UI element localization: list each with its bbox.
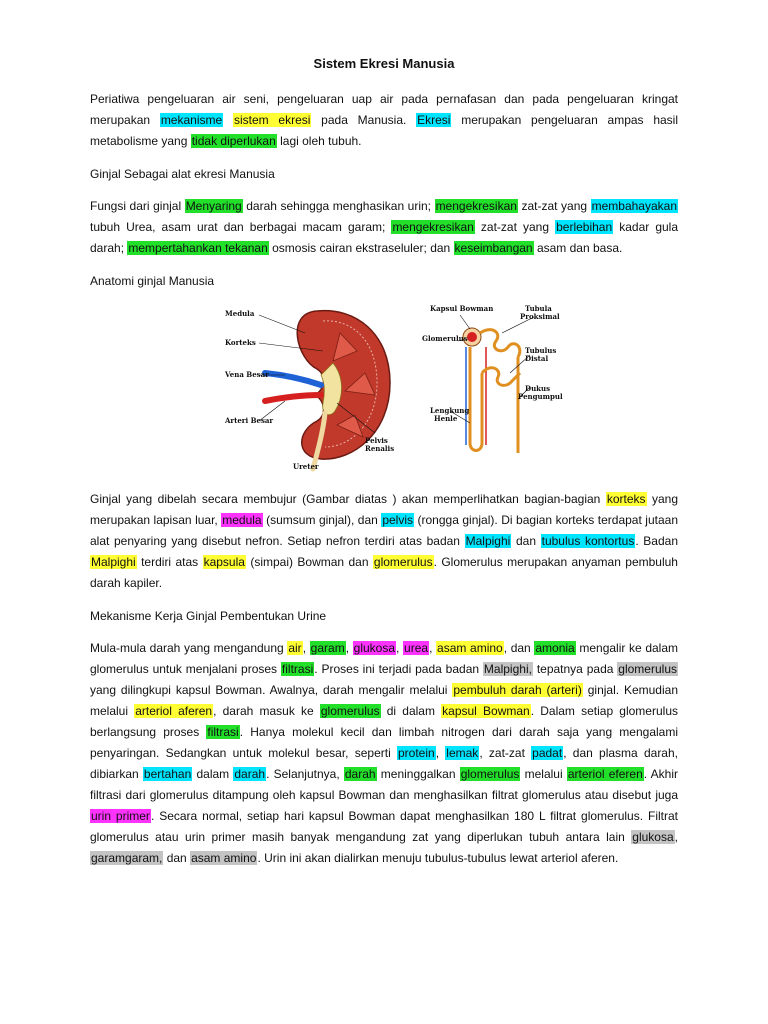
highlighted-term: lemak <box>446 746 479 760</box>
heading-anatomi: Anatomi ginjal Manusia <box>90 274 215 288</box>
text-segment: asam dan basa. <box>533 241 623 255</box>
text-segment: Ginjal yang dibelah secara membujur (Gambar diatas ) akan memperlihatkan bagian-bagian <box>90 492 606 506</box>
paragraph-intro <box>90 89 678 152</box>
highlighted-term: garamgaram, <box>91 851 163 865</box>
text-segment: di dalam <box>380 704 442 718</box>
label-renalis: Renalis <box>365 444 395 453</box>
label-henle-2: Henle <box>434 414 458 423</box>
highlighted-term: air <box>288 641 302 655</box>
label-medula: Medula <box>225 309 255 318</box>
paragraph-anatomi <box>90 489 678 594</box>
highlighted-term: keseimbangan <box>454 241 533 255</box>
text-segment: (sumsum ginjal), dan <box>262 513 382 527</box>
highlighted-term: urin primer <box>91 809 150 823</box>
highlighted-term: arteriol eferen <box>567 767 643 781</box>
text-segment: , dan <box>503 641 535 655</box>
label-tubulus-distal-1: Tubulus <box>525 346 557 355</box>
highlighted-term: filtrasi <box>281 662 314 676</box>
heading-ginjal-fungsi: Ginjal Sebagai alat ekresi Manusia <box>90 167 275 181</box>
highlighted-term: mengekresikan <box>392 220 474 234</box>
text-segment: , zat-zat <box>479 746 532 760</box>
paragraph-fungsi-ginjal <box>90 196 678 259</box>
text-segment: , <box>429 641 437 655</box>
text-segment: terdiri atas <box>136 555 203 569</box>
highlighted-term: bertahan <box>143 767 192 781</box>
highlighted-term: glukosa <box>632 830 674 844</box>
text-segment: , darah masuk ke <box>213 704 320 718</box>
text-segment: meninggalkan <box>376 767 460 781</box>
text-segment: zat-zat yang <box>517 199 591 213</box>
text-segment: , <box>302 641 310 655</box>
highlighted-term: garam <box>310 641 345 655</box>
highlighted-term: Malpighi <box>91 555 136 569</box>
text-segment: yang merupakan lapisan luar, <box>90 492 678 527</box>
text-segment: . Proses ini terjadi pada badan <box>314 662 483 676</box>
highlighted-term: darah <box>344 767 376 781</box>
text-segment: ginjal. Kemudian melalui <box>90 683 678 718</box>
highlighted-term: darah <box>234 767 266 781</box>
label-proksimal: Proksimal <box>520 312 560 321</box>
highlighted-term: Ekresi <box>417 113 451 127</box>
text-segment: lagi oleh tubuh. <box>276 134 362 148</box>
text-segment: Mula-mula darah yang mengandung <box>90 641 288 655</box>
highlighted-term: glomerulus <box>320 704 380 718</box>
highlighted-term: protein <box>398 746 435 760</box>
paragraph-mekanisme <box>90 638 678 869</box>
highlighted-term: urea <box>404 641 429 655</box>
label-tubulus-distal-2: Distal <box>525 354 549 363</box>
text-segment: kadar gula darah; <box>90 220 679 255</box>
label-dukus-1: Dukus <box>525 384 551 393</box>
text-segment: Fungsi dari ginjal <box>90 199 185 213</box>
highlighted-term: berlebihan <box>556 220 613 234</box>
text-segment <box>223 113 233 127</box>
highlighted-term: padat <box>532 746 563 760</box>
label-kapsul-bowman: Kapsul Bowman <box>430 304 494 313</box>
highlighted-term: kapsul Bowman <box>442 704 530 718</box>
text-segment: yang dilingkupi kapsul Bowman. Awalnya, darah mengalir melalui <box>90 683 453 697</box>
text-segment: . Badan <box>635 534 678 548</box>
text-segment: melalui <box>520 767 567 781</box>
text-segment: (simpai) Bowman dan <box>245 555 373 569</box>
text-segment: pada Manusia. <box>311 113 417 127</box>
highlighted-term: filtrasi <box>207 725 239 739</box>
text-segment: tepatnya pada <box>532 662 618 676</box>
label-ureter: Ureter <box>293 462 319 471</box>
label-henle-1: Lengkung <box>430 406 470 415</box>
highlighted-term: mempertahankan tekanan <box>128 241 268 255</box>
text-segment: dalam <box>192 767 234 781</box>
text-segment: , dan plasma darah, dibiarkan <box>90 746 678 781</box>
text-segment: , <box>674 830 678 844</box>
highlighted-term: glomerulus <box>373 555 433 569</box>
text-segment: . Urin ini akan dialirkan menuju tubulus-tubulus lewat arteriol aferen. <box>257 851 619 865</box>
text-segment: , <box>435 746 446 760</box>
label-tubula: Tubula <box>525 304 552 313</box>
highlighted-term: Malpighi, <box>483 662 532 676</box>
text-segment: . Hanya molekul kecil dan limbah nitrogen dari darah saja yang mengalami penyaringan. Sedangkan untuk molekul besar, seperti <box>90 725 678 760</box>
label-glomerulus: Glomerulus <box>422 334 468 343</box>
highlighted-term: pelvis <box>382 513 414 527</box>
highlighted-term: tidak diperlukan <box>191 134 276 148</box>
document-title: Sistem Ekresi Manusia <box>313 56 455 71</box>
highlighted-term: glukosa <box>353 641 396 655</box>
text-segment: . Glomerulus merupakan anyaman pembuluh darah kapiler. <box>90 555 678 590</box>
highlighted-term: amonia <box>535 641 575 655</box>
kidney-anatomy-figure <box>225 303 563 471</box>
label-pelvis: Pelvis <box>365 436 388 445</box>
highlighted-term: mengekresikan <box>435 199 517 213</box>
text-segment: (rongga ginjal). Di bagian korteks terdapat jutaan alat penyaring yang disebut nefron. Setiap nefron terdiri atas badan <box>90 513 679 548</box>
text-segment: . Akhir filtrasi dari glomerulus ditampung oleh kapsul Bowman dan menghasilkan filtrat glomerulus atau disebut juga <box>90 767 678 802</box>
text-segment: dan <box>511 534 541 548</box>
highlighted-term: glomerulus <box>460 767 520 781</box>
highlighted-term: sistem ekresi <box>233 113 311 127</box>
text-segment: . Selanjutnya, <box>266 767 344 781</box>
text-segment: osmosis cairan ekstraseluler; dan <box>268 241 454 255</box>
label-vena-besar: Vena Besar <box>225 370 269 379</box>
text-segment: merupakan pengeluaran ampas hasil metabolisme yang <box>90 113 678 148</box>
label-korteks: Korteks <box>225 338 256 347</box>
highlighted-term: medula <box>222 513 262 527</box>
text-segment: tubuh Urea, asam urat dan berbagai macam garam; <box>90 220 392 234</box>
text-segment: . Dalam setiap glomerulus berlangsung proses <box>90 704 678 739</box>
highlighted-term: pembuluh darah (arteri) <box>453 683 582 697</box>
highlighted-term: glomerulus <box>618 662 677 676</box>
highlighted-term: kapsula <box>203 555 245 569</box>
text-segment: , <box>345 641 353 655</box>
text-segment: darah sehingga menghasikan urin; <box>242 199 435 213</box>
text-segment: , <box>396 641 404 655</box>
highlighted-term: membahayakan <box>591 199 677 213</box>
nephron-illustration <box>422 303 563 471</box>
label-arteri-besar: Arteri Besar <box>225 416 274 425</box>
highlighted-term: Malpighi <box>465 534 511 548</box>
text-segment: Periatiwa pengeluaran air seni, pengeluaran uap air pada pernafasan dan pada pengeluaran kringat merupakan <box>90 92 678 127</box>
highlighted-term: arteriol aferen <box>135 704 213 718</box>
text-segment: mengalir ke dalam glomerulus untuk menjalani proses <box>90 641 679 676</box>
highlighted-term: mekanisme <box>160 113 223 127</box>
kidney-cross-section-illustration <box>225 303 410 471</box>
text-segment: . Secara normal, setiap hari kapsul Bowman dapat menghasilkan 180 L filtrat glomerulus. Filtrat glomerulus atau urin primer masih banyak mengandung zat yang diperlukan tubuh antara lain <box>90 809 678 844</box>
text-segment: dan <box>163 851 191 865</box>
highlighted-term: asam amino <box>437 641 503 655</box>
highlighted-term: asam amino <box>191 851 257 865</box>
text-segment: zat-zat yang <box>474 220 556 234</box>
highlighted-term: tubulus kontortus <box>541 534 635 548</box>
heading-mekanisme: Mekanisme Kerja Ginjal Pembentukan Urine <box>90 609 327 623</box>
highlighted-term: korteks <box>606 492 646 506</box>
label-dukus-2: Pengumpul <box>518 392 563 401</box>
highlighted-term: Menyaring <box>185 199 242 213</box>
